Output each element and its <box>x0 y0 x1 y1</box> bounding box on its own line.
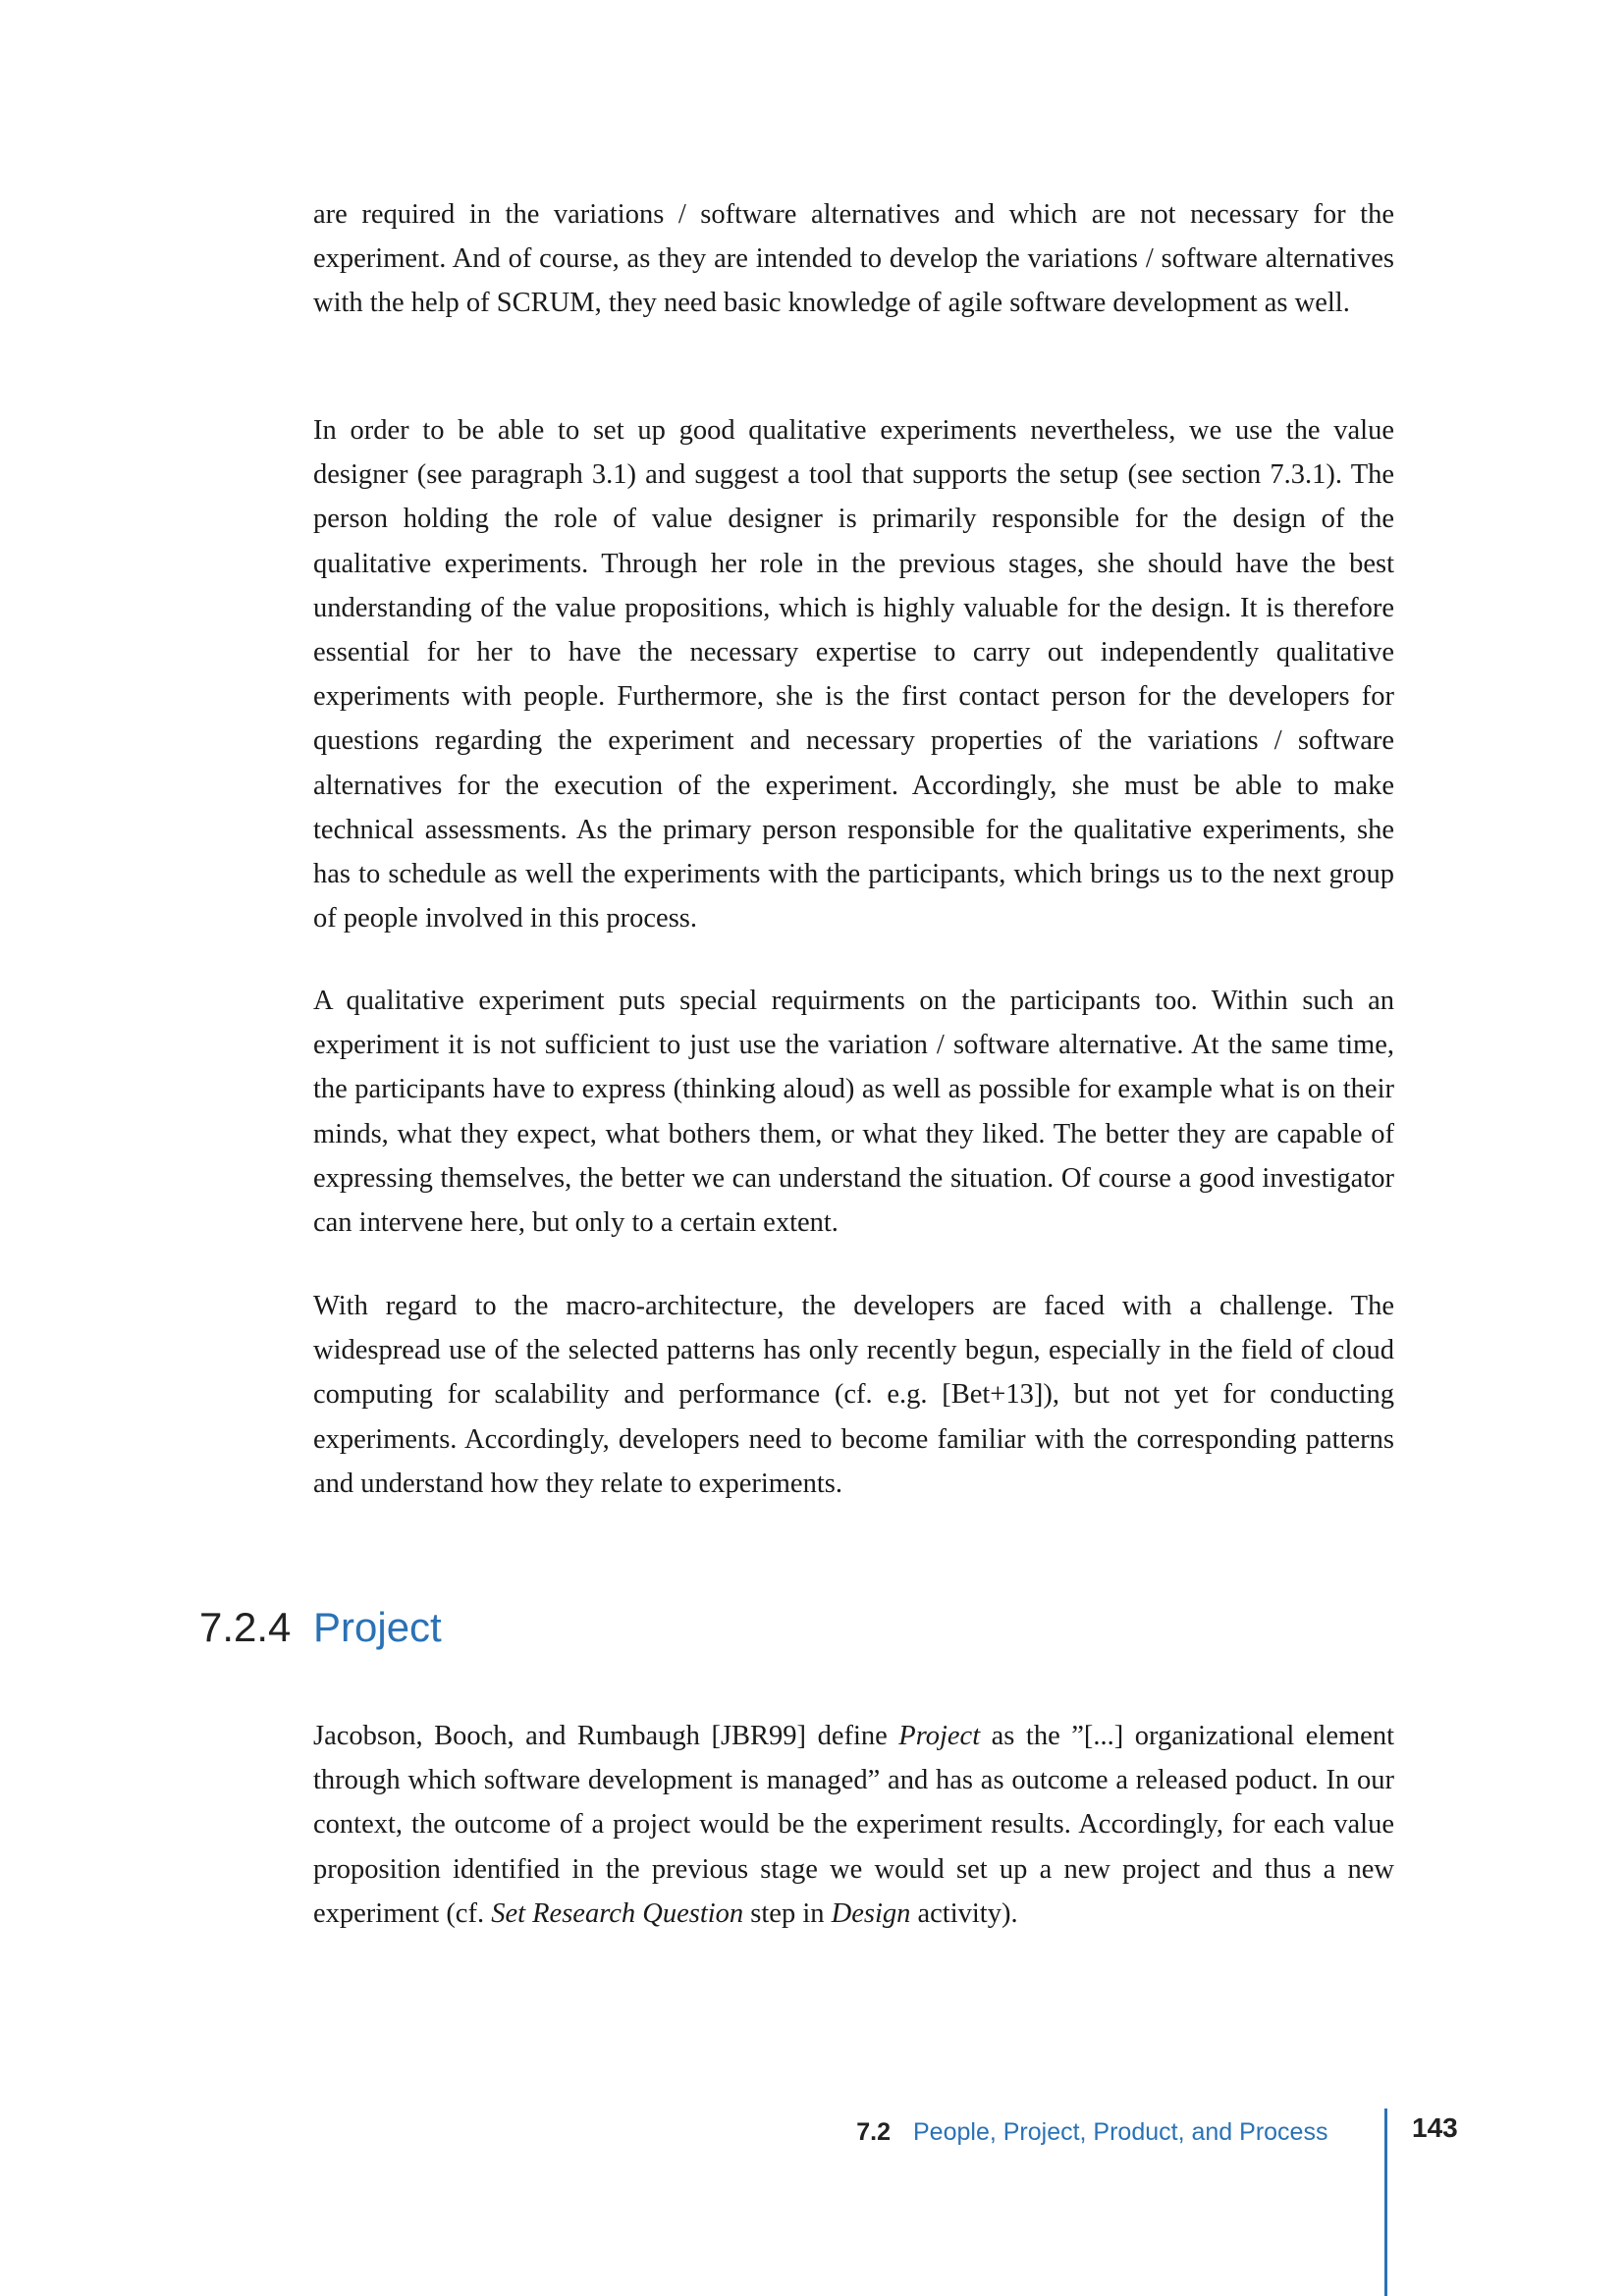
body-paragraph-5 <box>313 1714 1394 1936</box>
footer-section-title: People, Project, Product, and Process <box>913 2118 1328 2146</box>
footer-section-number: 7.2 <box>856 2118 891 2146</box>
emphasis-project: Project <box>898 1721 981 1751</box>
emphasis-set-research-question: Set Research Question <box>491 1897 744 1929</box>
paragraph-text: Jacobson, Booch, and Rumbaugh [JBR99] define <box>313 1721 899 1751</box>
body-paragraph-3: A qualitative experiment puts special requirments on the participants too. Within such an experiment it is not sufficient to just use the variation / software alternative. At the same time, the participants have to express (thinking aloud) as well as possible for example what is on their minds, what they expect, what bothers them, or what they liked. The better they are capable of expressing themselves, the better we can understand the situation. Of course a good investigator can intervene here, but only to a certain extent. <box>313 986 1394 1239</box>
running-footer <box>0 2112 1624 2152</box>
section-number: 7.2.4 <box>199 1604 292 1650</box>
emphasis-design: Design <box>831 1897 911 1929</box>
section-title: Project <box>313 1604 442 1650</box>
section-heading <box>199 1600 442 1655</box>
paragraph-text: activity). <box>910 1897 1018 1929</box>
body-paragraph-1: are required in the variations / software alternatives and which are not necessary for the experiment. And of course, as they are intended to develop the variations / software alternatives with the help of SCRUM, they need basic knowledge of agile software development as well. <box>313 199 1394 319</box>
paragraph-text: as the ”[...] organizational element through which software development is managed” and has as outcome a released poduct. In our context, the outcome of a project would be the experiment results. Accordingly, for each value proposition identified in the previous stage we would set up a new project and thus a new experiment (cf. <box>313 1721 1394 1929</box>
body-paragraph-4: With regard to the macro-architecture, the developers are faced with a challenge. The widespread use of the selected patterns has only recently begun, especially in the field of cloud computing for scalability and performance (cf. e.g. [Bet+13]), but not yet for conducting experiments. Accordingly, developers need to become familiar with the corresponding patterns and understand how they relate to experiments. <box>313 1291 1394 1499</box>
paragraph-text: step in <box>743 1897 832 1929</box>
page-number: 143 <box>1412 2112 1458 2143</box>
body-paragraph-2: In order to be able to set up good qualitative experiments nevertheless, we use the value designer (see paragraph 3.1) and suggest a tool that supports the setup (see section 7.3.1). The person holding the role of value designer is primarily responsible for the design of the qualitative experiments. Through her role in the previous stages, she should have the best understanding of the value propositions, which is highly valuable for the design. It is therefore essential for her to have the necessary expertise to carry out independently qualitative experiments with people. Furthermore, she is the first contact person for the developers for questions regarding the experiment and necessary properties of the variations / software alternatives for the execution of the experiment. Accordingly, she must be able to make technical assessments. As the primary person responsible for the qualitative experiments, she has to schedule as well the experiments with the participants, which brings us to the next group of people involved in this process. <box>313 415 1394 934</box>
footer-rule <box>1384 2109 1387 2296</box>
